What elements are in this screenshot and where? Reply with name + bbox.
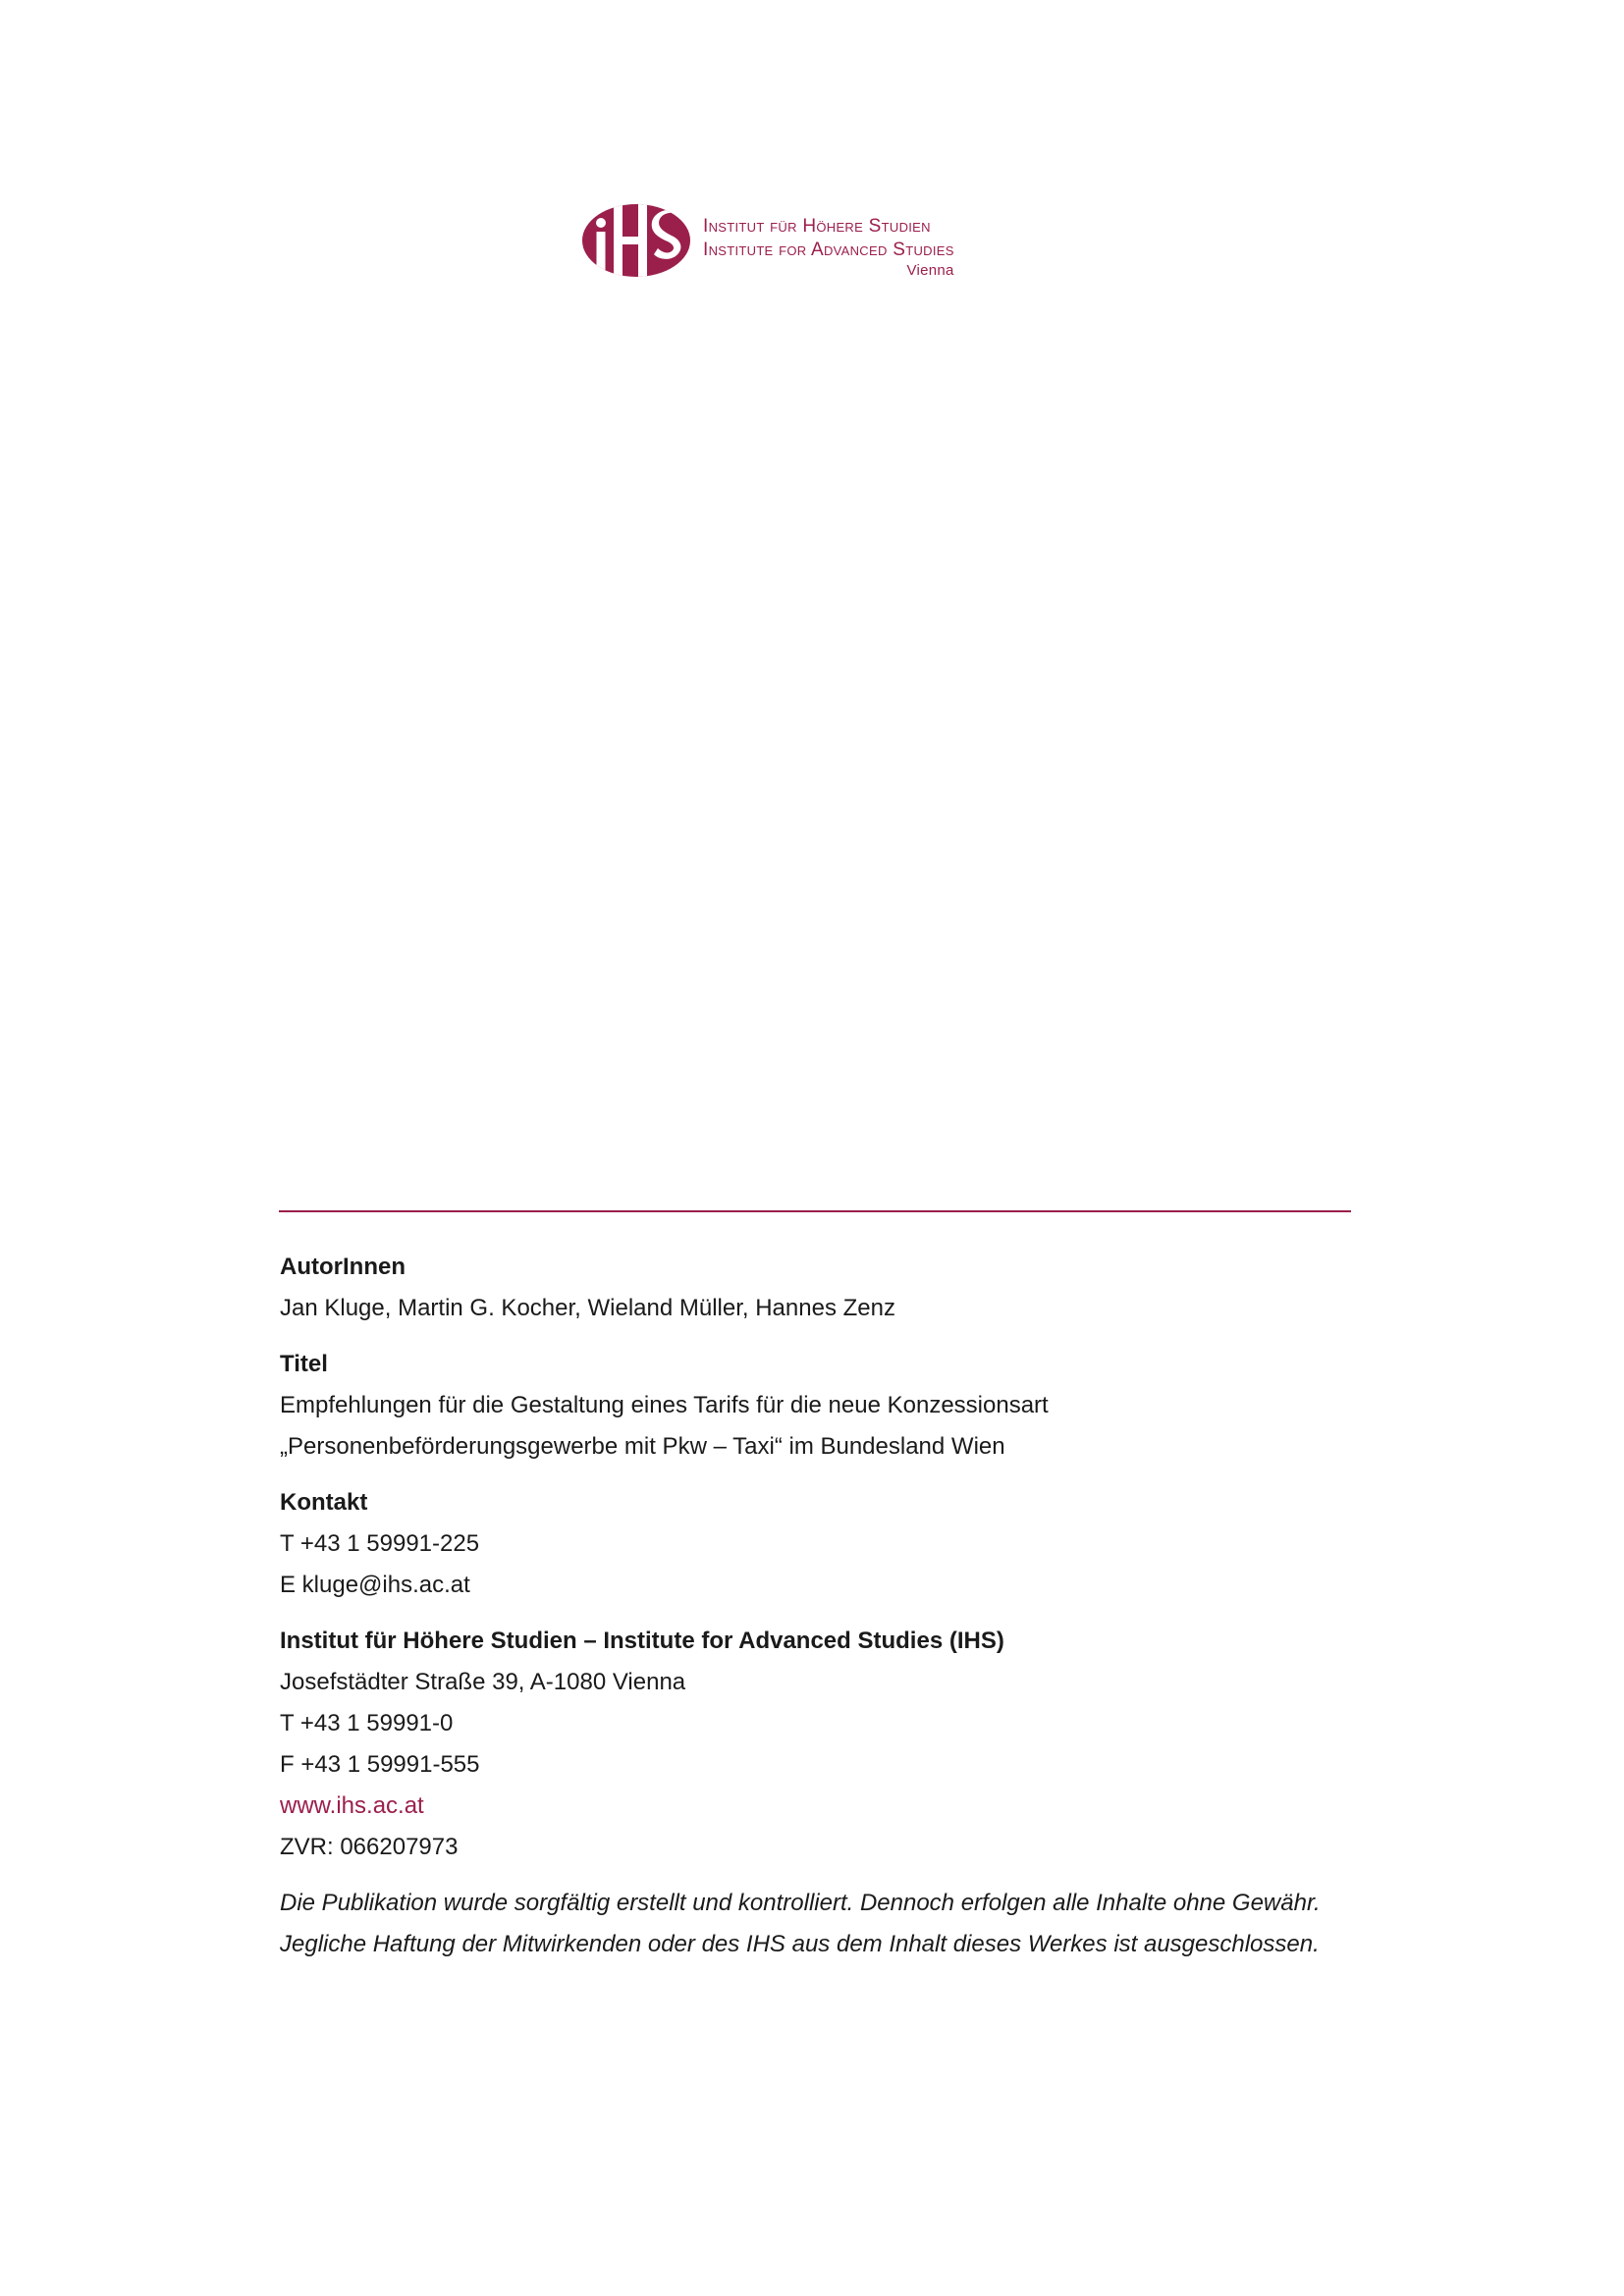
authors-heading: AutorInnen [280,1254,406,1280]
institute-section [280,1621,1352,1868]
ihs-logo-mark [581,203,691,278]
contact-heading: Kontakt [280,1489,368,1516]
title-line-2: „Personenbeförderungsgewerbe mit Pkw – Taxi“ im Bundesland Wien [280,1433,1005,1460]
logo-city: Vienna [906,262,954,279]
authors-section [280,1247,1352,1329]
contact-phone: T +43 1 59991-225 [280,1530,480,1557]
disclaimer-section [280,1883,1352,1965]
ihs-logo [581,201,1072,280]
disclaimer-text: Die Publikation wurde sorgfältig erstellt und kontrolliert. Dennoch erfolgen alle Inhalte ohne Gewähr. Jegliche Haftung der Mitwirkenden oder des IHS aus dem Inhalt dieses Werkes ist ausgeschlossen. [280,1890,1321,1957]
title-heading: Titel [280,1351,328,1377]
institute-heading: Institut für Höhere Studien – Institute for Advanced Studies (IHS) [280,1628,1004,1654]
institute-fax: F +43 1 59991-555 [280,1751,480,1778]
institute-address: Josefstädter Straße 39, A-1080 Vienna [280,1669,686,1695]
title-section [280,1344,1352,1468]
authors-names: Jan Kluge, Martin G. Kocher, Wieland Müller, Hannes Zenz [280,1295,895,1321]
title-line-1: Empfehlungen für die Gestaltung eines Tarifs für die neue Konzessionsart [280,1392,1049,1418]
divider-rule [279,1210,1351,1212]
institute-zvr: ZVR: 066207973 [280,1834,459,1860]
contact-section [280,1482,1352,1606]
institute-phone: T +43 1 59991-0 [280,1710,454,1736]
ihs-logo-text [703,215,954,280]
logo-line-german: Institut für Höhere Studien [703,216,931,237]
contact-email[interactable]: E kluge@ihs.ac.at [280,1572,470,1598]
logo-line-english: Institute for Advanced Studies [703,240,954,260]
institute-website-link[interactable]: www.ihs.ac.at [280,1792,424,1819]
imprint-block [280,1247,1352,1980]
